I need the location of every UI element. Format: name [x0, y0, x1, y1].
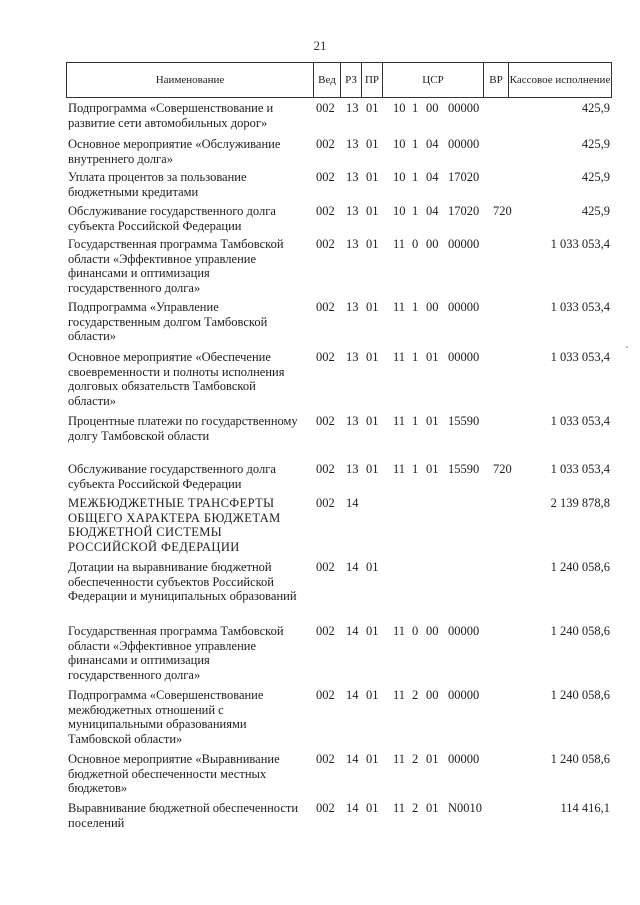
row-ved: 002 [316, 137, 335, 151]
row-csr-event: 04 [426, 170, 439, 184]
row-csr-event: 00 [426, 237, 439, 251]
row-csr-subprogram: 1 [412, 414, 419, 428]
row-csr-direction: 17020 [448, 170, 480, 184]
row-pr: 01 [366, 462, 379, 476]
row-ved: 002 [316, 801, 335, 815]
row-amount: 425,9 [581, 170, 610, 184]
row-amount: 1 033 053,4 [550, 414, 610, 428]
row-name: Подпрограмма «Совершенствование межбюджетных отношений с муниципальными образованиями Тамбовской области» [68, 688, 264, 746]
row-csr-direction: 17020 [448, 204, 480, 218]
row-amount: 1 033 053,4 [550, 300, 610, 314]
row-csr-direction: 15590 [448, 414, 480, 428]
row-csr-event: 04 [426, 137, 439, 151]
row-pr: 01 [366, 170, 379, 184]
row-csr-direction: 00000 [448, 752, 480, 766]
row-rz: 13 [346, 350, 359, 364]
row-vr: 720 [493, 462, 512, 476]
row-csr-subprogram: 0 [412, 624, 419, 638]
row-name: МЕЖБЮДЖЕТНЫЕ ТРАНСФЕРТЫ ОБЩЕГО ХАРАКТЕРА БЮДЖЕТАМ БЮДЖЕТНОЙ СИСТЕМЫ РОССИЙСКОЙ ФЕДЕРАЦИИ [68, 496, 281, 554]
row-csr-program: 11 [393, 752, 406, 766]
row-ved: 002 [316, 414, 335, 428]
row-pr: 01 [366, 300, 379, 314]
row-csr-direction: 00000 [448, 624, 480, 638]
row-pr: 01 [366, 101, 379, 115]
row-csr-subprogram: 2 [412, 688, 419, 702]
row-ved: 002 [316, 300, 335, 314]
row-ved: 002 [316, 170, 335, 184]
header-pr: ПР [364, 74, 380, 86]
row-csr-direction: 00000 [448, 237, 480, 251]
row-csr-subprogram: 0 [412, 237, 419, 251]
row-csr-direction: 15590 [448, 462, 480, 476]
row-csr-subprogram: 1 [412, 101, 419, 115]
row-amount: 425,9 [581, 204, 610, 218]
row-csr-subprogram: 1 [412, 350, 419, 364]
row-rz: 13 [346, 170, 359, 184]
row-csr-subprogram: 1 [412, 462, 419, 476]
row-name: Процентные платежи по государственному долгу Тамбовской области [68, 414, 298, 443]
row-name: Уплата процентов за пользование бюджетными кредитами [68, 170, 247, 199]
header-ved: Вед [318, 74, 336, 86]
row-csr-subprogram: 2 [412, 801, 419, 815]
row-amount: 1 240 058,6 [550, 688, 610, 702]
row-amount: 114 416,1 [560, 801, 610, 815]
row-name: Основное мероприятие «Обслуживание внутреннего долга» [68, 137, 281, 166]
row-csr-subprogram: 1 [412, 300, 419, 314]
row-ved: 002 [316, 752, 335, 766]
row-csr-event: 00 [426, 688, 439, 702]
row-rz: 13 [346, 462, 359, 476]
row-rz: 14 [346, 560, 359, 574]
row-name: Обслуживание государственного долга субъекта Российской Федерации [68, 204, 276, 233]
row-ved: 002 [316, 688, 335, 702]
row-csr-subprogram: 1 [412, 137, 419, 151]
row-csr-event: 00 [426, 300, 439, 314]
header-rz: РЗ [345, 74, 357, 86]
row-csr-direction: 00000 [448, 101, 480, 115]
row-amount: 1 240 058,6 [550, 752, 610, 766]
row-pr: 01 [366, 137, 379, 151]
row-pr: 01 [366, 560, 379, 574]
row-vr: 720 [493, 204, 512, 218]
row-name: Выравнивание бюджетной обеспеченности поселений [68, 801, 299, 830]
row-amount: 425,9 [581, 137, 610, 151]
row-csr-program: 10 [393, 137, 406, 151]
row-csr-program: 11 [393, 237, 406, 251]
row-name: Дотации на выравнивание бюджетной обеспеченности субъектов Российской Федерации и муниципальных образований [68, 560, 297, 603]
header-amount: Кассовое исполнение [509, 74, 611, 86]
row-csr-program: 11 [393, 350, 406, 364]
row-rz: 13 [346, 101, 359, 115]
row-amount: 1 240 058,6 [550, 560, 610, 574]
row-name: Основное мероприятие «Выравнивание бюджетной обеспеченности местных бюджетов» [68, 752, 280, 795]
row-rz: 14 [346, 752, 359, 766]
row-csr-program: 10 [393, 204, 406, 218]
row-pr: 01 [366, 688, 379, 702]
row-rz: 13 [346, 414, 359, 428]
row-csr-program: 11 [393, 688, 406, 702]
row-pr: 01 [366, 414, 379, 428]
row-name: Подпрограмма «Управление государственным долгом Тамбовской области» [68, 300, 268, 343]
row-name: Государственная программа Тамбовской области «Эффективное управление финансами и оптимизация государственного долга» [68, 237, 284, 295]
row-name: Подпрограмма «Совершенствование и развитие сети автомобильных дорог» [68, 101, 274, 130]
row-ved: 002 [316, 237, 335, 251]
row-amount: 2 139 878,8 [550, 496, 610, 510]
row-amount: 425,9 [581, 101, 610, 115]
row-rz: 13 [346, 237, 359, 251]
row-csr-program: 11 [393, 801, 406, 815]
row-csr-program: 10 [393, 101, 406, 115]
row-pr: 01 [366, 624, 379, 638]
row-ved: 002 [316, 560, 335, 574]
row-pr: 01 [366, 237, 379, 251]
row-ved: 002 [316, 496, 335, 510]
header-name: Наименование [155, 74, 225, 86]
row-csr-event: 01 [426, 350, 439, 364]
row-csr-subprogram: 1 [412, 170, 419, 184]
row-ved: 002 [316, 101, 335, 115]
row-rz: 13 [346, 300, 359, 314]
row-name: Государственная программа Тамбовской области «Эффективное управление финансами и оптимизация государственного долга» [68, 624, 284, 682]
row-csr-program: 11 [393, 624, 406, 638]
row-csr-subprogram: 2 [412, 752, 419, 766]
row-ved: 002 [316, 204, 335, 218]
row-pr: 01 [366, 350, 379, 364]
row-csr-event: 01 [426, 801, 439, 815]
row-ved: 002 [316, 350, 335, 364]
row-amount: 1 033 053,4 [550, 462, 610, 476]
row-csr-direction: 00000 [448, 350, 480, 364]
row-rz: 14 [346, 801, 359, 815]
header-csr: ЦСР [422, 74, 444, 86]
row-rz: 14 [346, 688, 359, 702]
row-csr-event: 01 [426, 414, 439, 428]
row-csr-program: 10 [393, 170, 406, 184]
row-rz: 13 [346, 204, 359, 218]
row-csr-direction: 00000 [448, 300, 480, 314]
row-csr-program: 11 [393, 300, 406, 314]
row-csr-event: 04 [426, 204, 439, 218]
row-pr: 01 [366, 204, 379, 218]
row-pr: 01 [366, 752, 379, 766]
row-csr-program: 11 [393, 414, 406, 428]
row-csr-direction: 00000 [448, 137, 480, 151]
row-name: Обслуживание государственного долга субъекта Российской Федерации [68, 462, 276, 491]
row-csr-event: 00 [426, 624, 439, 638]
row-csr-program: 11 [393, 462, 406, 476]
page-number: 21 [313, 38, 327, 53]
row-amount: 1 033 053,4 [550, 237, 610, 251]
row-csr-direction: 00000 [448, 688, 480, 702]
row-rz: 13 [346, 137, 359, 151]
row-amount: 1 033 053,4 [550, 350, 610, 364]
row-csr-event: 00 [426, 101, 439, 115]
scan-speck [626, 346, 628, 348]
header-vr: ВР [489, 74, 503, 86]
row-ved: 002 [316, 624, 335, 638]
row-pr: 01 [366, 801, 379, 815]
row-csr-subprogram: 1 [412, 204, 419, 218]
row-ved: 002 [316, 462, 335, 476]
row-csr-event: 01 [426, 462, 439, 476]
row-amount: 1 240 058,6 [550, 624, 610, 638]
row-csr-event: 01 [426, 752, 439, 766]
row-rz: 14 [346, 624, 359, 638]
row-csr-direction: N0010 [448, 801, 483, 815]
row-rz: 14 [346, 496, 359, 510]
table-header [66, 62, 612, 98]
row-name: Основное мероприятие «Обеспечение своевременности и полноты исполнения долговых обязательств Тамбовской области» [68, 350, 285, 408]
